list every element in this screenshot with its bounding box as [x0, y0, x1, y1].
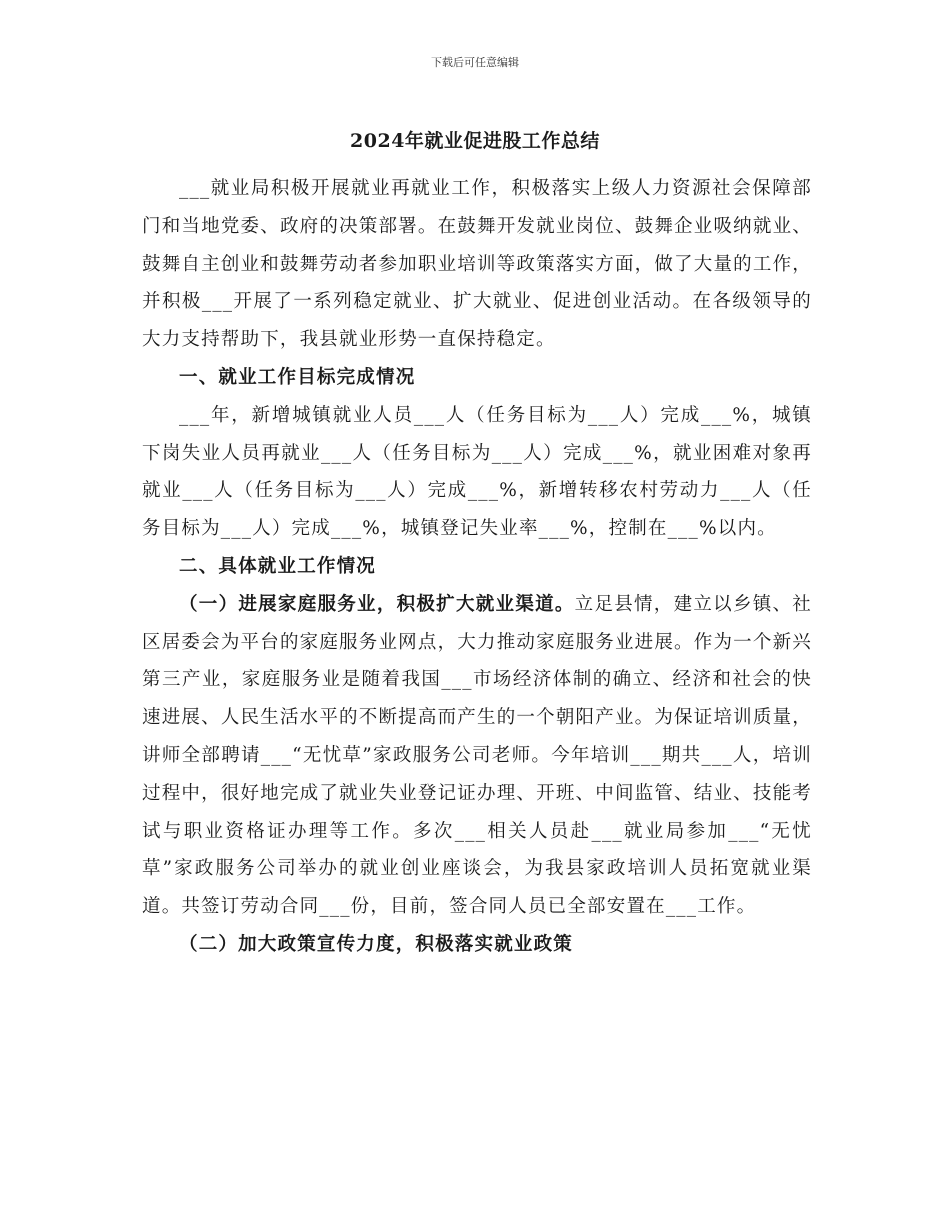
- section1-heading: 一、就业工作目标完成情况: [179, 366, 416, 388]
- section2-heading: 二、具体就业工作情况: [179, 555, 377, 577]
- sub1-paragraph: [142, 586, 812, 926]
- section1-paragraph: ___年，新增城镇就业人员___人（任务目标为___人）完成___%，城镇下岗失业人员再就业___人（任务目标为___人）完成___%，就业困难对象再就业___人（任务目标为___人）完成___%，新增转移农村劳动力___人（任务目标为___人）完成___%，城镇登记失业率___%，控制在___%以内。: [142, 404, 812, 540]
- document-body: [142, 170, 812, 964]
- header-note: 下载后可任意编辑: [431, 56, 519, 69]
- intro-paragraph: ___就业局积极开展就业再就业工作，积极落实上级人力资源社会保障部门和当地党委、政府的决策部署。在鼓舞开发就业岗位、鼓舞企业吸纳就业、鼓舞自主创业和鼓舞劳动者参加职业培训等政策落实方面，做了大量的工作，并积极___开展了一系列稳定就业、扩大就业、促进创业活动。在各级领导的大力支持帮助下，我县就业形势一直保持稳定。: [142, 178, 812, 351]
- sub2-heading: （二）加大政策宣传力度，积极落实就业政策: [179, 933, 574, 955]
- sub1-text: 立足县情，建立以乡镇、社区居委会为平台的家庭服务业网点，大力推动家庭服务业进展。作为一个新兴第三产业，家庭服务业是随着我国___市场经济体制的确立、经济和社会的快速进展、人民生活水平的不断提高而产生的一个朝阳产业。为保证培训质量，讲师全部聘请___“无忧草”家政服务公司老师。今年培训___期共___人，培训过程中，很好地完成了就业失业登记证办理、开班、中间监管、结业、技能考试与职业资格证办理等工作。多次___相关人员赴___就业局参加___“无忧草”家政服务公司举办的就业创业座谈会，为我县家政培训人员拓宽就业渠道。共签订劳动合同___份，目前，签合同人员已全部安置在___工作。: [142, 593, 812, 918]
- sub1-heading: （一）进展家庭服务业，积极扩大就业渠道。: [179, 593, 575, 615]
- page-title: 2024年就业促进股工作总结: [350, 130, 600, 152]
